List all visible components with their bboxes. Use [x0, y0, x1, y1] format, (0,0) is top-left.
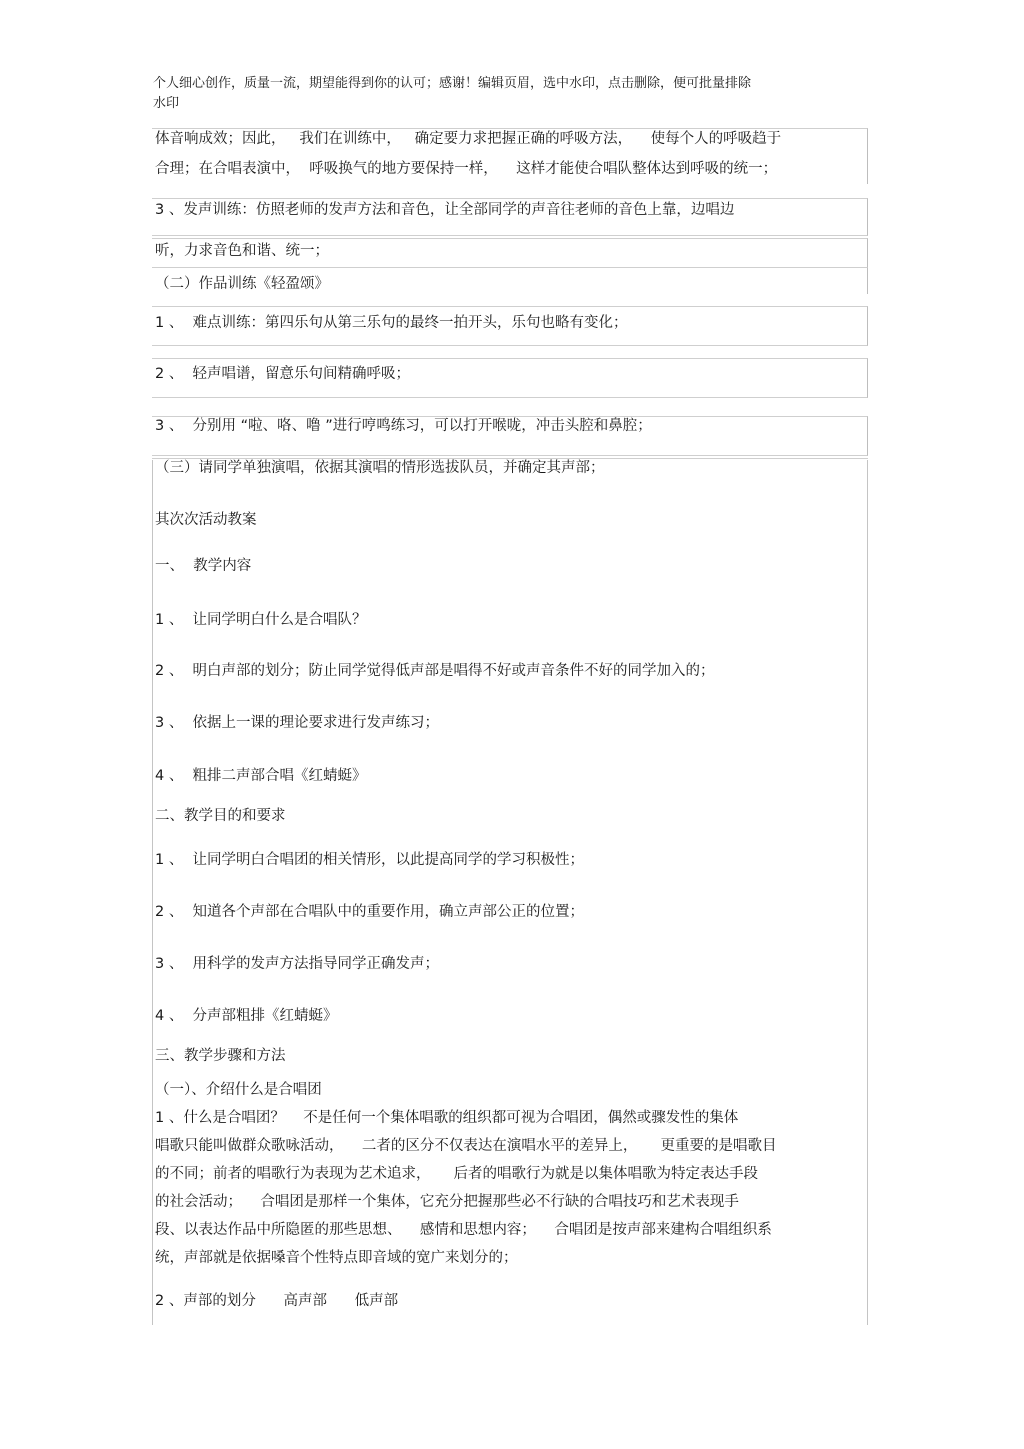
paragraph-line: 1 、什么是合唱团？ 不是任何一个集体唱歌的组织都可视为合唱团，偶然或骤发性的集体: [155, 1110, 739, 1126]
boxed-row: 3 、发声训练：仿照老师的发声方法和音色，让全部同学的声音往老师的音色上靠，边唱边: [155, 202, 735, 218]
part2-title: 二、教学目的和要求: [155, 808, 286, 824]
paragraph-line: 统，声部就是依据嗓音个性特点即音域的宽广来划分的；: [155, 1250, 518, 1266]
left-rule: [152, 460, 153, 1325]
list-item: 4 、 粗排二声部合唱《红蜻蜓》: [155, 768, 367, 784]
header-line-2: 水印: [153, 96, 180, 111]
list-item: 3 、 依据上一课的理论要求进行发声练习；: [155, 715, 440, 731]
part3-title: 三、教学步骤和方法: [155, 1048, 286, 1064]
list-item: 2 、 明白声部的划分；防止同学觉得低声部是唱得不好或声音条件不好的同学加入的；: [155, 663, 715, 679]
list-item: 1 、 让同学明白什么是合唱队？: [155, 612, 367, 628]
last-line: 2 、声部的划分 高声部 低声部: [155, 1293, 399, 1309]
boxed-row: 3 、 分别用 “啦、咯、噜 ”进行哼鸣练习，可以打开喉咙，冲击头腔和鼻腔；: [155, 418, 652, 434]
list-item: 3 、 用科学的发声方法指导同学正确发声；: [155, 956, 440, 972]
paragraph-line: 唱歌只能叫做群众歌咏活动， 二者的区分不仅表达在演唱水平的差异上， 更重要的是唱歌目: [155, 1138, 777, 1154]
paragraph-line: 的社会活动； 合唱团是那样一个集体，它充分把握那些必不行缺的合唱技巧和艺术表现手: [155, 1194, 739, 1210]
boxed-row: 1 、 难点训练：第四乐句从第三乐句的最终一拍开头，乐句也略有变化；: [155, 315, 628, 331]
section-title: 其次次活动教案: [155, 512, 257, 528]
paragraph-line: 的不同；前者的唱歌行为表现为艺术追求， 后者的唱歌行为就是以集体唱歌为特定表达手段: [155, 1166, 759, 1182]
boxed-row: 体音响成效；因此， 我们在训练中， 确定要力求把握正确的呼吸方法， 使每个人的呼吸趋于: [155, 131, 782, 147]
boxed-row: 2 、 轻声唱谱，留意乐句间精确呼吸；: [155, 366, 411, 382]
boxed-row: （三）请同学单独演唱，依据其演唱的情形选拔队员，并确定其声部；: [155, 460, 605, 476]
list-item: 1 、 让同学明白合唱团的相关情形，以此提高同学的学习积极性；: [155, 852, 585, 868]
list-item: 2 、 知道各个声部在合唱队中的重要作用，确立声部公正的位置；: [155, 904, 585, 920]
part3-subtitle: （一）、介绍什么是合唱团: [155, 1082, 322, 1098]
right-rule: [867, 460, 868, 1325]
part1-title: 一、 教学内容: [155, 558, 252, 574]
boxed-row: 听，力求音色和谐、统一；: [155, 243, 329, 259]
list-item: 4 、 分声部粗排《红蜻蜓》: [155, 1008, 338, 1024]
paragraph-line: 段、以表达作品中所隐匿的那些思想、 感情和思想内容； 合唱团是按声部来建构合唱组织系: [155, 1222, 772, 1238]
boxed-row: 合理；在合唱表演中， 呼吸换气的地方要保持一样， 这样才能使合唱队整体达到呼吸的统一；: [155, 161, 778, 177]
boxed-row: （二）作品训练《轻盈颂》: [155, 276, 329, 292]
header-line-1: 个人细心创作，质量一流，期望能得到你的认可；感谢！编辑页眉，选中水印，点击删除，便可批量排除: [153, 76, 752, 91]
